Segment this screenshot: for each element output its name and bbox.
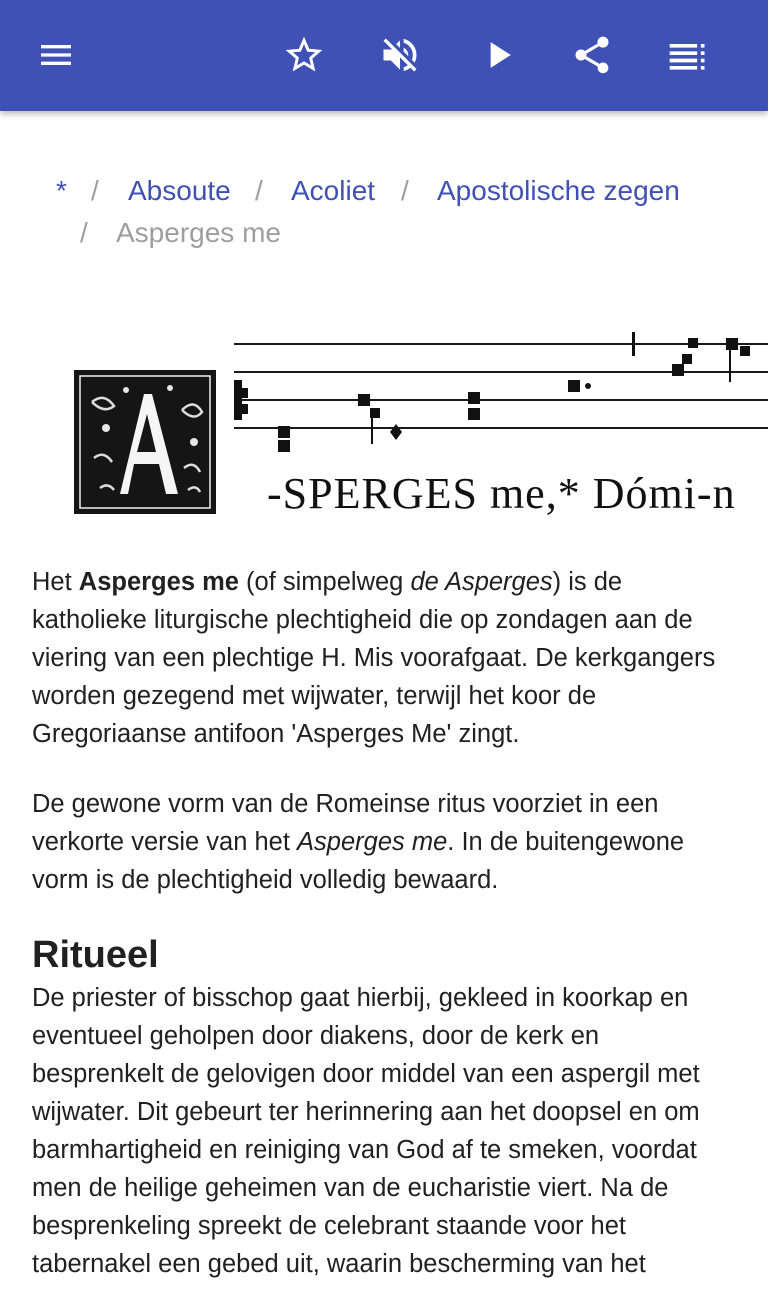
playlist-icon — [666, 33, 710, 77]
illuminated-initial — [74, 370, 216, 514]
mute-button[interactable] — [372, 27, 428, 83]
breadcrumb-separator: / — [401, 175, 409, 206]
contents-button[interactable] — [660, 27, 716, 83]
text-span: De gewone vorm van de Romeinse ritus voorziet in een verkorte versie van het — [32, 790, 659, 856]
breadcrumb-separator: / — [255, 175, 263, 206]
breadcrumb-item-apostolische-zegen[interactable]: Apostolische zegen — [437, 175, 680, 206]
italic-term: Asperges me — [297, 828, 448, 856]
breadcrumb-current: Asperges me — [116, 217, 281, 248]
text-span: ) is de katholieke liturgische plechtigheid die op zondagen aan de viering van een plechtige H. Mis voorafgaat. De kerkgangers worden gezegend met wijwater, terwijl het koor de Gregoriaanse antifoon 'Asperges Me' zingt. — [32, 568, 716, 748]
play-icon — [476, 33, 520, 77]
text-span: (of simpelweg — [238, 568, 411, 596]
play-button[interactable] — [470, 27, 526, 83]
breadcrumb-separator: / — [91, 175, 99, 206]
share-icon — [570, 33, 614, 77]
section-heading: Ritueel — [32, 934, 159, 976]
second-paragraph — [32, 785, 732, 899]
text-span: . In de buitengewone vorm is de plechtigheid volledig bewaard. — [32, 828, 685, 894]
volume-off-icon — [378, 33, 422, 77]
breadcrumb — [0, 170, 768, 254]
bold-term: Asperges me — [78, 568, 239, 596]
neumes — [278, 332, 750, 452]
app-bar — [0, 0, 768, 111]
share-button[interactable] — [564, 27, 620, 83]
ritual-paragraph: De priester of bisschop gaat hierbij, gekleed in koorkap en eventueel geholpen door diakens, door de kerk en besprenkelt de gelovigen door middel van een aspergil met wijwater. Dit gebeurt ter herinnering aan het doopsel en om barmhartigheid en reiniging van God af te smeken, voordat men de heilige geheimen van de eucharistie viert. Na de besprenkeling spreekt de celebrant staande voor het tabernakel een gebed uit, waarin bescherming van het — [32, 984, 700, 1278]
favorite-button[interactable] — [276, 27, 332, 83]
breadcrumb-item-absoute[interactable]: Absoute — [128, 175, 231, 206]
menu-button[interactable] — [28, 27, 84, 83]
article-body — [32, 563, 732, 1315]
italic-term: de Asperges — [410, 568, 553, 596]
breadcrumb-item-home[interactable]: * — [56, 175, 67, 206]
breadcrumb-separator: / — [80, 217, 88, 248]
intro-paragraph — [32, 563, 732, 753]
text-span: Het — [32, 568, 79, 596]
chant-notation-image — [60, 318, 768, 528]
breadcrumb-item-acoliet[interactable]: Acoliet — [291, 175, 376, 206]
menu-icon — [36, 35, 76, 75]
article-image — [60, 318, 768, 528]
star-outline-icon — [282, 33, 326, 77]
chant-lyrics: -SPERGES me,* Dómi-n — [267, 469, 736, 518]
